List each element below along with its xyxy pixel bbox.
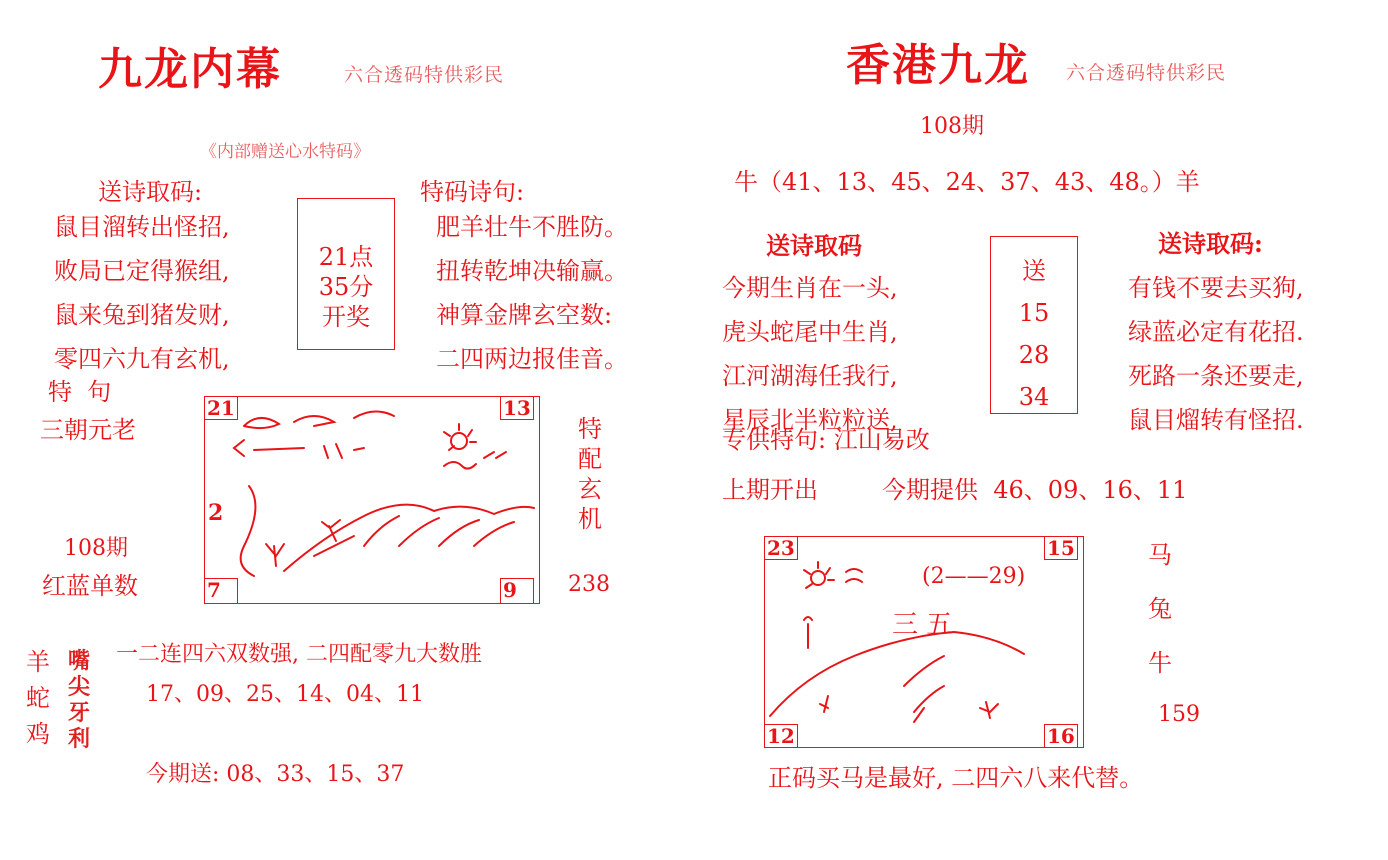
- right-picture-range: (2——29): [922, 564, 1026, 589]
- left-corner-br: 9: [500, 578, 534, 604]
- left-poem-header: 送诗取码:: [98, 178, 203, 206]
- poem-line: 鼠目熘转有怪招.: [1128, 406, 1304, 434]
- left-corner-tl: 21: [204, 396, 238, 420]
- poem-line: 败局已定得猴组,: [54, 257, 230, 285]
- zodiac-char: 蛇: [26, 684, 50, 712]
- right-poem-header-left: 送诗取码: [766, 231, 862, 260]
- left-corner-tr: 13: [500, 396, 534, 420]
- poem-line: 鼠目溜转出怪招,: [54, 213, 230, 241]
- right-poem-left: [722, 266, 898, 442]
- vertical-char: 特: [578, 415, 602, 443]
- poem-line: 绿蓝必定有花招.: [1128, 318, 1304, 346]
- right-sketch-drawing: [764, 536, 1084, 748]
- draw-time-minute: 35分: [318, 273, 374, 301]
- left-sketch-drawing: [204, 396, 540, 604]
- zodiac-char: 鸡: [26, 720, 50, 748]
- zodiac-column-2: [68, 648, 90, 752]
- right-niu-line: 牛（41、13、45、24、37、43、48。）羊: [734, 168, 1200, 196]
- left-line-a: 一二连四六双数强, 二四配零九大数胜: [116, 642, 482, 667]
- send-number: 28: [1018, 341, 1050, 369]
- right-zodiac-list: [1148, 528, 1172, 690]
- draw-time-open: 开奖: [322, 303, 370, 331]
- zodiac-char: 尖: [68, 674, 91, 700]
- left-title: 九龙内幕: [98, 44, 282, 95]
- poem-line: 零四六九有玄机,: [54, 345, 230, 373]
- left-right-number: 238: [568, 572, 610, 597]
- right-bottom-line: 正码买马是最好, 二四六八来代替。: [768, 764, 1144, 792]
- red-blue-odd: 红蓝单数: [42, 572, 138, 600]
- left-today-send: 今期送: 08、33、15、37: [146, 762, 405, 787]
- zodiac-char: 马: [1148, 541, 1172, 569]
- draw-time-text: [297, 242, 395, 332]
- te-ju-label: 特 句: [48, 378, 112, 406]
- send-number: 15: [1018, 299, 1050, 327]
- left-issue: 108期: [64, 536, 128, 561]
- right-poem-right: [1128, 266, 1304, 442]
- poem-line: 肥羊壮牛不胜防。: [436, 213, 628, 241]
- left-picture-mark: 2: [208, 500, 224, 526]
- right-zodiac-number: 159: [1158, 702, 1200, 727]
- left-poem: [54, 205, 230, 381]
- right-poem-header-right: 送诗取码:: [1158, 229, 1263, 258]
- left-special-poem: [436, 205, 628, 381]
- right-corner-tr: 15: [1044, 536, 1078, 560]
- left-right-vertical: [578, 414, 602, 534]
- send-number: 34: [1018, 383, 1050, 411]
- left-line-b: 17、09、25、14、04、11: [146, 682, 424, 707]
- poem-line: 有钱不要去买狗,: [1128, 274, 1304, 302]
- draw-time-hour: 21点: [318, 243, 374, 271]
- zodiac-column-1: [26, 644, 50, 752]
- poem-line: 江河湖海任我行,: [722, 362, 898, 390]
- te-ju-value: 三朝元老: [40, 416, 136, 444]
- vertical-char: 玄: [578, 475, 602, 503]
- left-subtitle: 六合透码特供彩民: [344, 64, 505, 86]
- poem-line: 神算金牌玄空数:: [436, 301, 613, 329]
- left-special-header: 特码诗句:: [420, 178, 525, 206]
- vertical-char: 配: [578, 445, 602, 473]
- right-issue: 108期: [920, 114, 984, 139]
- poem-line: 扭转乾坤决输赢。: [436, 257, 628, 285]
- left-corner-bl: 7: [204, 578, 238, 604]
- provide-line: 今期提供 46、09、16、11: [882, 476, 1188, 504]
- poem-line: 鼠来兔到猪发财,: [54, 301, 230, 329]
- right-subtitle: 六合透码特供彩民: [1066, 62, 1227, 84]
- zodiac-char: 羊: [26, 648, 50, 676]
- poem-line: 今期生肖在一头,: [722, 274, 898, 302]
- send-label: 送: [1022, 257, 1046, 285]
- right-special-line: 专供特句: 江山易改: [722, 426, 930, 454]
- last-issue-label: 上期开出: [722, 476, 818, 504]
- poem-line: 虎头蛇尾中生肖,: [722, 318, 898, 346]
- zodiac-char: 利: [68, 726, 91, 752]
- zodiac-char: 牙: [68, 700, 91, 726]
- vertical-char: 机: [578, 505, 602, 533]
- left-gift-note: 《内部赠送心水特码》: [200, 142, 370, 162]
- poem-line: 死路一条还要走,: [1128, 362, 1304, 390]
- right-title: 香港九龙: [846, 40, 1030, 91]
- zodiac-char: 兔: [1148, 595, 1172, 623]
- poem-line: 二四两边报佳音。: [436, 345, 628, 373]
- right-corner-tl: 23: [764, 536, 798, 560]
- send-box-content: [990, 250, 1078, 418]
- zodiac-char: 嘴: [68, 648, 91, 674]
- right-corner-br: 16: [1044, 724, 1078, 748]
- zodiac-char: 牛: [1148, 649, 1172, 677]
- right-corner-bl: 12: [764, 724, 798, 748]
- poem-line: 星辰北半粒粒送,: [722, 406, 898, 434]
- right-picture-word: 三 五: [892, 610, 953, 640]
